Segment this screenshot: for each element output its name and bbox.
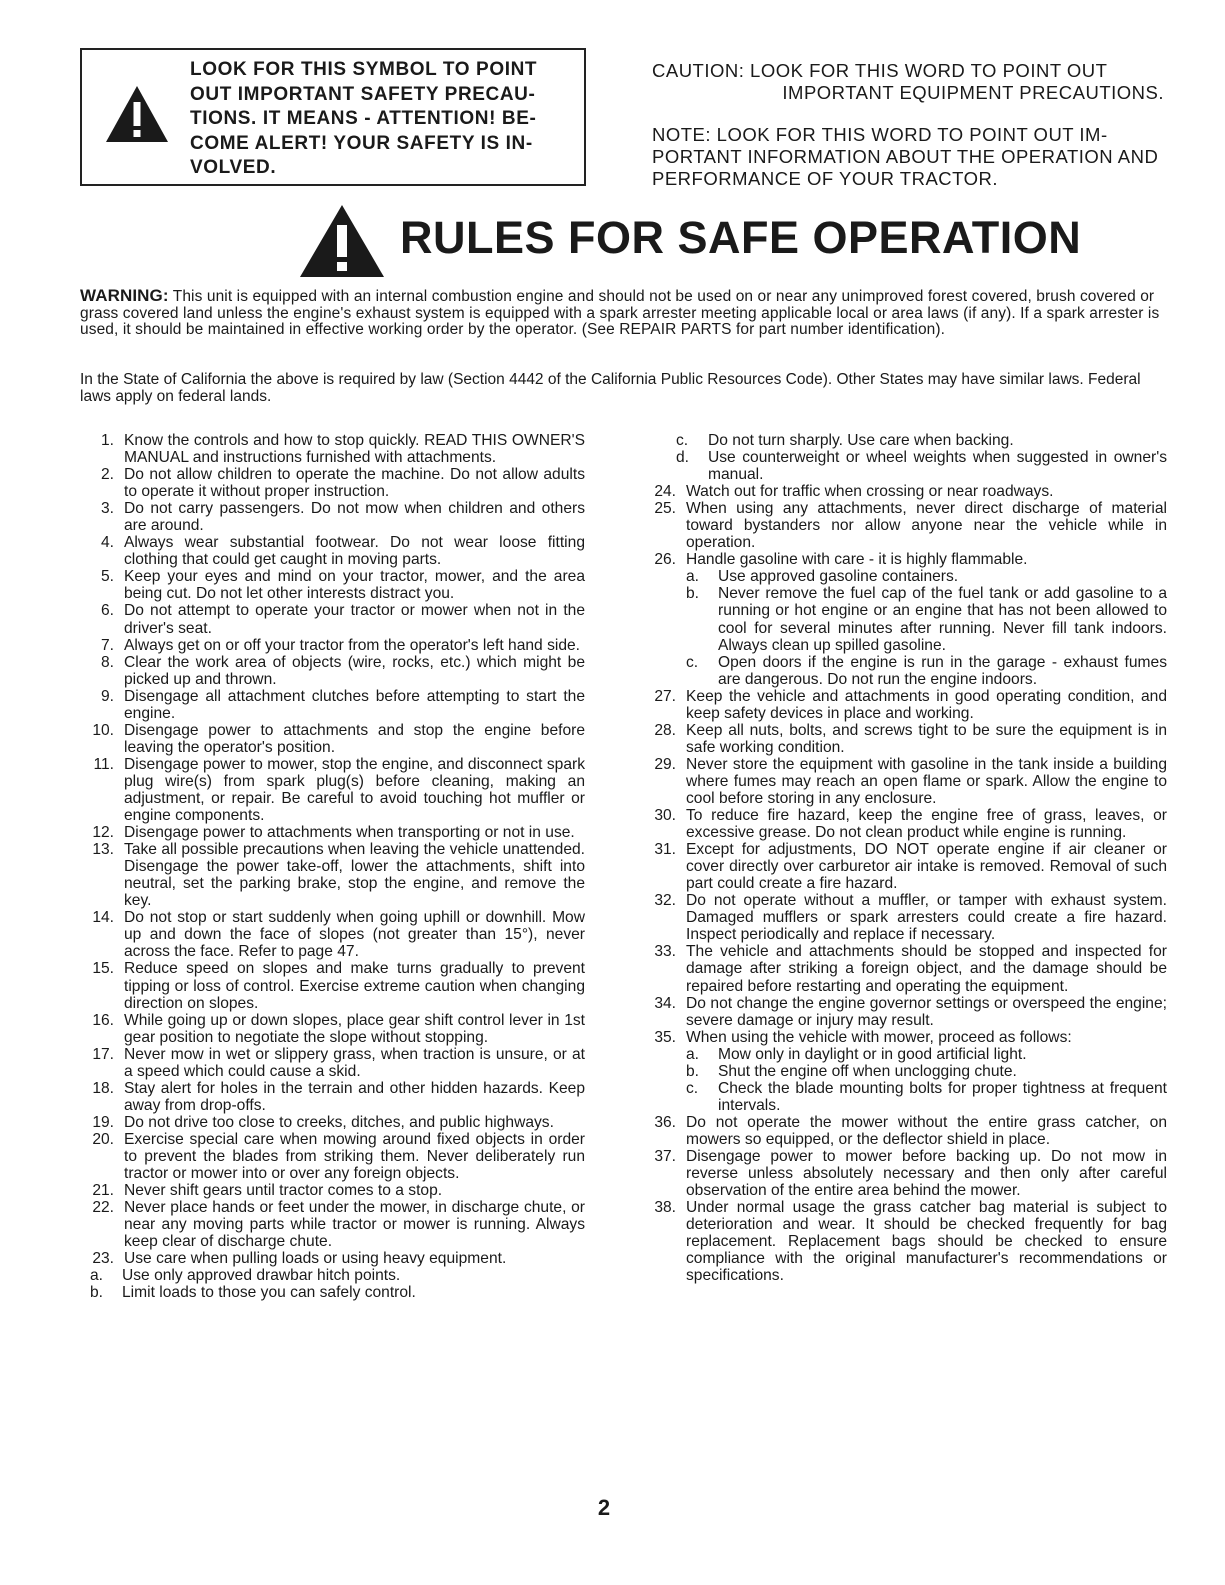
rule-subitem (80, 1284, 585, 1301)
rule-text: When using any attachments, never direct discharge of material toward bystanders nor allow anyone near the vehicle while in operation. (686, 500, 1167, 552)
rule-item (642, 943, 1167, 994)
rule-number: 20. (92, 1130, 114, 1148)
rule-subitem (642, 1063, 1167, 1080)
subitem-letter: a. (90, 1267, 104, 1285)
rule-text: Do not attempt to operate your tractor or mower when not in the driver's seat. (124, 602, 585, 637)
rule-number: 26. (654, 551, 676, 569)
rule-number: 13. (92, 841, 114, 859)
rule-text: Stay alert for holes in the terrain and other hidden hazards. Keep away from drop-offs. (124, 1079, 585, 1114)
rule-number: 1. (100, 432, 114, 449)
rule-item (642, 483, 1167, 500)
rule-item (642, 688, 1167, 722)
subitem-letter: a. (686, 568, 700, 586)
rule-item (80, 1131, 585, 1182)
note-definition: NOTE: LOOK FOR THIS WORD TO POINT OUT IM-PORTANT INFORMATION ABOUT THE OPERATION AND PERFORMANCE OF YOUR TRACTOR. (652, 124, 1159, 189)
rule-text: Exercise special care when mowing around fixed objects in order to prevent the blades from striking them. Never deliberately run tractor or mower into or over any foreign objects. (124, 1130, 585, 1183)
rule-number: 23. (92, 1250, 114, 1268)
page-title: RULES FOR SAFE OPERATION (400, 212, 1082, 263)
rule-item (642, 551, 1167, 568)
rule-item (642, 1114, 1167, 1148)
rule-number: 30. (654, 807, 676, 825)
rule-number: 27. (654, 687, 676, 705)
rule-text: Disengage all attachment clutches before attempting to start the engine. (124, 687, 585, 722)
rule-number: 24. (654, 483, 676, 501)
rule-number: 37. (654, 1147, 676, 1165)
rule-number: 15. (92, 960, 114, 978)
rule-number: 9. (100, 687, 114, 705)
rule-number: 18. (92, 1079, 114, 1097)
rule-text: When using the vehicle with mower, proceed as follows: (686, 1028, 1072, 1046)
rule-number: 21. (92, 1182, 114, 1200)
rule-item (80, 1250, 585, 1267)
rule-item (80, 500, 585, 534)
rules-right-column (642, 432, 1167, 1284)
rule-subitem (642, 1046, 1167, 1063)
rule-item (80, 432, 585, 466)
warning-triangle-icon (104, 84, 170, 144)
subitem-letter: b. (90, 1284, 104, 1302)
rule-text: Under normal usage the grass catcher bag material is subject to deterioration and wear. It should be checked frequently for bag replacement. Replacement bags should be checked to ensure compliance with the original manufacturer's recommendations or specifications. (686, 1199, 1167, 1285)
rule-text: Handle gasoline with care - it is highly flammable. (686, 551, 1028, 569)
rule-item (80, 960, 585, 1011)
rule-subitem (642, 585, 1167, 653)
rule-number: 12. (92, 824, 114, 842)
rule-text: Do not carry passengers. Do not mow when children and others are around. (124, 500, 585, 535)
rule-number: 8. (100, 653, 114, 671)
rule-text: Take all possible precautions when leaving the vehicle unattended. Disengage the power take-off, lower the attachments, shift into neutral, set the parking brake, stop the engine, and remove the key. (124, 841, 585, 910)
rule-text: Know the controls and how to stop quickly. READ THIS OWNER'S MANUAL and instructions furnished with attachments. (124, 432, 585, 467)
rule-number: 38. (654, 1199, 676, 1217)
rule-item (80, 568, 585, 602)
rule-text: Except for adjustments, DO NOT operate engine if air cleaner or cover directly over carburetor air intake is removed. Removal of such part could create a fire hazard. (686, 841, 1167, 893)
rule-number: 6. (100, 602, 114, 620)
rule-item (642, 500, 1167, 551)
caution-definition: CAUTION: LOOK FOR THIS WORD TO POINT OUT IMPORTANT EQUIPMENT PRECAUTIONS. (652, 60, 1164, 103)
subitem-text: Mow only in daylight or in good artificial light. (718, 1045, 1027, 1063)
rule-number: 28. (654, 721, 676, 739)
rule-number: 5. (100, 568, 114, 586)
rule-number: 16. (92, 1011, 114, 1029)
rule-item (642, 892, 1167, 943)
rule-number: 11. (93, 755, 114, 773)
rule-item (80, 688, 585, 722)
rule-item (80, 841, 585, 909)
rule-text: Do not allow children to operate the machine. Do not allow adults to operate it without proper instruction. (124, 466, 585, 501)
rule-subitem (642, 449, 1167, 483)
warning-paragraph (80, 288, 1165, 339)
rule-number: 22. (92, 1199, 114, 1217)
rule-text: Never shift gears until tractor comes to a stop. (124, 1182, 443, 1200)
rule-number: 34. (654, 994, 676, 1012)
rule-number: 4. (100, 534, 114, 552)
rule-text: Disengage power to mower, stop the engine, and disconnect spark plug wire(s) from spark plug(s) before cleaning, making an adjustment, or repair. Be careful to avoid touching hot muffler or engine components. (124, 755, 585, 825)
rule-text: Keep your eyes and mind on your tractor, mower, and the area being cut. Do not let other interests distract you. (124, 568, 585, 603)
rule-item (80, 1182, 585, 1199)
subitem-text: Shut the engine off when unclogging chute. (718, 1062, 1017, 1080)
rule-number: 2. (100, 466, 114, 484)
rule-item (80, 534, 585, 568)
subitem-letter: b. (686, 585, 700, 603)
rule-item (642, 1199, 1167, 1284)
rule-text: Disengage power to mower before backing up. Do not mow in reverse unless absolutely necessary and then only after careful observation of the entire area behind the mower. (686, 1147, 1167, 1200)
subitem-letter: d. (676, 449, 690, 467)
rule-text: Do not drive too close to creeks, ditches, and public highways. (124, 1113, 554, 1131)
rule-item (642, 995, 1167, 1029)
rule-text: Always get on or off your tractor from the operator's left hand side. (124, 636, 581, 654)
rule-item (80, 722, 585, 756)
rule-item (80, 824, 585, 841)
warning-text: This unit is equipped with an internal combustion engine and should not be used on or near any unimproved forest covered, brush covered or grass covered land unless the engine's exhaust system is equipped with a spark arrester meeting applicable local or area laws (if any). If a spark arrester is used, it should be maintained in effective working order by the operator. (See REPAIR PARTS for part number identification). (80, 288, 1160, 338)
rule-subitem (642, 1080, 1167, 1114)
rule-text: Never store the equipment with gasoline in the tank inside a building where fumes may reach an open flame or spark. Allow the engine to cool before storing in any enclosure. (686, 755, 1167, 807)
rule-text: Do not operate without a muffler, or tamper with exhaust system. Damaged mufflers or spark arresters could create a fire hazard. Inspect periodically and replace if necessary. (686, 892, 1167, 944)
rule-item (80, 466, 585, 500)
rule-number: 10. (92, 721, 114, 739)
subitem-text: Never remove the fuel cap of the fuel tank or add gasoline to a running or hot engine or an engine that has not been allowed to cool for several minutes after running. Never fill tank indoors. Always clean up spilled gasoline. (718, 585, 1167, 654)
subitem-letter: b. (686, 1062, 700, 1080)
rule-item (80, 756, 585, 824)
rule-number: 3. (100, 500, 114, 518)
rule-item (642, 1029, 1167, 1046)
rule-number: 29. (654, 755, 676, 773)
rule-text: Never place hands or feet under the mower, in discharge chute, or near any moving parts while tractor or mower is running. Always keep clear of discharge chute. (124, 1199, 585, 1251)
rule-number: 33. (654, 943, 676, 961)
rule-text: Clear the work area of objects (wire, rocks, etc.) which might be picked up and thrown. (124, 653, 585, 688)
subitem-text: Limit loads to those you can safely control. (122, 1284, 416, 1302)
rule-item (80, 1199, 585, 1250)
rule-item (642, 722, 1167, 756)
warning-label: WARNING: (80, 286, 169, 305)
rule-item (642, 841, 1167, 892)
rule-text: Keep the vehicle and attachments in good operating condition, and keep safety devices in place and working. (686, 687, 1167, 722)
subitem-letter: c. (686, 653, 699, 671)
rule-subitem (80, 1267, 585, 1284)
rule-item (80, 654, 585, 688)
subitem-text: Open doors if the engine is run in the garage - exhaust fumes are dangerous. Do not run the engine indoors. (718, 653, 1167, 688)
rule-text: Watch out for traffic when crossing or near roadways. (686, 483, 1054, 501)
rule-subitem (642, 568, 1167, 585)
rule-number: 25. (654, 500, 676, 518)
rule-number: 32. (654, 892, 676, 910)
rule-item (642, 1148, 1167, 1199)
subitem-text: Do not turn sharply. Use care when backing. (708, 432, 1014, 449)
rule-item (80, 1080, 585, 1114)
rule-item (80, 637, 585, 654)
rule-text: Never mow in wet or slippery grass, when traction is unsure, or at a speed which could cause a skid. (124, 1045, 585, 1080)
subitem-text: Use counterweight or wheel weights when suggested in owner's manual. (708, 449, 1167, 484)
rule-text: Do not stop or start suddenly when going uphill or downhill. Mow up and down the face of slopes (not greater than 15°), never across the face. Refer to page 47. (124, 909, 585, 961)
subitem-text: Use only approved drawbar hitch points. (122, 1267, 401, 1285)
rule-number: 31. (654, 841, 676, 859)
rule-text: While going up or down slopes, place gear shift control lever in 1st gear position to negotiate the slope without stopping. (124, 1011, 585, 1046)
rule-text: Reduce speed on slopes and make turns gradually to prevent tipping or loss of control. Exercise extreme caution when changing direction on slopes. (124, 960, 585, 1012)
subitem-text: Use approved gasoline containers. (718, 568, 959, 586)
rule-item (80, 909, 585, 960)
subitem-letter: c. (686, 1079, 699, 1097)
rule-text: To reduce fire hazard, keep the engine free of grass, leaves, or excessive grease. Do not clean product while engine is running. (686, 807, 1167, 842)
rule-subitem (642, 432, 1167, 449)
safety-symbol-text: LOOK FOR THIS SYMBOL TO POINT OUT IMPORTANT SAFETY PRECAU- TIONS. IT MEANS - ATTENTION! BE- COME ALERT! YOUR SAFETY IS IN- VOLVED. (190, 59, 538, 178)
rules-left-column (80, 432, 585, 1301)
subitem-text: Check the blade mounting bolts for proper tightness at frequent intervals. (718, 1079, 1167, 1114)
rule-number: 17. (92, 1045, 114, 1063)
rule-number: 35. (654, 1028, 676, 1046)
rule-text: Disengage power to attachments and stop the engine before leaving the operator's position. (124, 721, 585, 756)
rule-subitem (642, 654, 1167, 688)
subitem-letter: a. (686, 1045, 700, 1063)
rule-item (80, 1046, 585, 1080)
rule-text: Disengage power to attachments when transporting or not in use. (124, 824, 575, 842)
rule-number: 36. (654, 1113, 676, 1131)
rule-item (642, 807, 1167, 841)
warning-triangle-icon (298, 203, 386, 279)
rule-text: Keep all nuts, bolts, and screws tight to be sure the equipment is in safe working condition. (686, 721, 1167, 756)
rule-text: Always wear substantial footwear. Do not wear loose fitting clothing that could get caught in moving parts. (124, 534, 585, 569)
rule-number: 14. (92, 909, 114, 927)
california-paragraph: In the State of California the above is required by law (Section 4442 of the California Public Resources Code). Other States may have similar laws. Federal laws apply on federal lands. (80, 371, 1141, 405)
rule-text: The vehicle and attachments should be stopped and inspected for damage after striking a foreign object, and the damage should be repaired before restarting and operating the equipment. (686, 943, 1167, 995)
rule-item (80, 602, 585, 636)
subitem-letter: c. (676, 432, 689, 449)
rule-text: Do not change the engine governor settings or overspeed the engine; severe damage or injury may result. (686, 994, 1167, 1029)
rule-text: Use care when pulling loads or using heavy equipment. (124, 1250, 507, 1268)
page-number: 2 (597, 1495, 611, 1520)
rule-item (80, 1012, 585, 1046)
rule-item (80, 1114, 585, 1131)
safety-symbol-box (80, 48, 586, 186)
rule-item (642, 756, 1167, 807)
rule-text: Do not operate the mower without the entire grass catcher, on mowers so equipped, or the deflector shield in place. (686, 1113, 1167, 1148)
rule-number: 19. (92, 1113, 114, 1131)
rule-number: 7. (100, 636, 114, 654)
